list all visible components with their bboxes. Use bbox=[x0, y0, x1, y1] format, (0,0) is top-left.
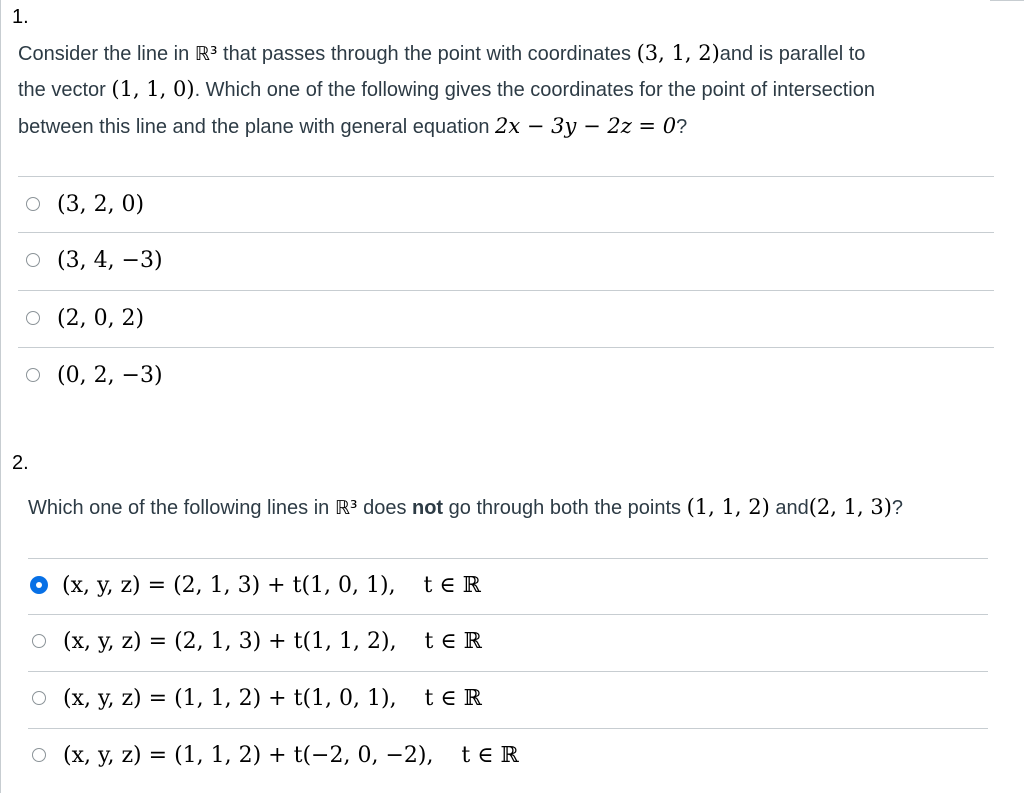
option-label: (3, 2, 0) bbox=[57, 191, 145, 217]
q1-text: the vector bbox=[18, 79, 112, 101]
option-label: (x, y, z) = (2, 1, 3) + t(1, 0, 1), t ∈ ℝ bbox=[62, 572, 481, 598]
option-label: (x, y, z) = (1, 1, 2) + t(−2, 0, −2), t ∈ ℝ bbox=[63, 742, 519, 768]
q2-option-2[interactable] bbox=[32, 621, 482, 661]
q1-text: Consider the line in bbox=[18, 43, 195, 65]
radio-button[interactable] bbox=[26, 253, 40, 267]
q2-text: go through both the points bbox=[443, 497, 687, 519]
q1-text: between this line and the plane with general equation bbox=[18, 116, 496, 138]
q1-option-2[interactable] bbox=[26, 240, 163, 280]
q1-text: . Which one of the following gives the coordinates for the point of intersection bbox=[194, 79, 875, 101]
radio-button[interactable] bbox=[32, 634, 46, 648]
option-label: (0, 2, −3) bbox=[57, 362, 163, 388]
divider bbox=[28, 614, 988, 615]
q2-text: Which one of the following lines in bbox=[28, 497, 335, 519]
q2-option-4[interactable] bbox=[32, 735, 519, 775]
q2-option-3[interactable] bbox=[32, 678, 482, 718]
radio-button[interactable] bbox=[26, 197, 40, 211]
question-2-text bbox=[28, 489, 903, 526]
q1-text: ? bbox=[676, 116, 688, 138]
option-label: (x, y, z) = (2, 1, 3) + t(1, 1, 2), t ∈ ℝ bbox=[63, 628, 482, 654]
q1-point: (3, 1, 2) bbox=[636, 41, 720, 65]
radio-button-selected[interactable] bbox=[30, 576, 48, 594]
divider bbox=[18, 232, 994, 233]
q2-option-1[interactable] bbox=[30, 565, 481, 605]
divider bbox=[28, 671, 988, 672]
divider bbox=[28, 728, 988, 729]
q1-r3: ℝ³ bbox=[194, 43, 218, 65]
q2-text: ? bbox=[891, 497, 904, 519]
question-2-number: 2. bbox=[12, 452, 29, 474]
question-1-line-2 bbox=[18, 71, 875, 108]
radio-button[interactable] bbox=[32, 691, 46, 705]
option-label: (2, 0, 2) bbox=[57, 305, 145, 331]
question-1-number: 1. bbox=[12, 6, 29, 28]
left-border bbox=[0, 0, 1, 793]
option-label: (x, y, z) = (1, 1, 2) + t(1, 0, 1), t ∈ ℝ bbox=[63, 685, 482, 711]
q1-plane-equation: 2x − 3y − 2z = 0 bbox=[495, 114, 677, 138]
q2-r3: ℝ³ bbox=[334, 497, 358, 519]
radio-button[interactable] bbox=[26, 368, 40, 382]
q2-point-1: (1, 1, 2) bbox=[686, 495, 770, 519]
q1-option-1[interactable] bbox=[26, 184, 144, 224]
question-1-line-3 bbox=[18, 108, 687, 145]
divider bbox=[28, 558, 988, 559]
q2-text: does bbox=[357, 497, 412, 519]
q1-option-4[interactable] bbox=[26, 355, 163, 395]
radio-button[interactable] bbox=[26, 311, 40, 325]
divider bbox=[18, 347, 994, 348]
option-label: (3, 4, −3) bbox=[57, 247, 163, 273]
q1-option-3[interactable] bbox=[26, 298, 144, 338]
q1-text: and is parallel to bbox=[719, 43, 866, 65]
q1-vector: (1, 1, 0) bbox=[111, 77, 195, 101]
q1-text: that passes through the point with coordinates bbox=[217, 43, 637, 65]
divider bbox=[18, 290, 994, 291]
radio-button[interactable] bbox=[32, 748, 46, 762]
q2-point-2: (2, 1, 3) bbox=[808, 495, 892, 519]
q2-text: and bbox=[769, 497, 809, 519]
question-1-line-1 bbox=[18, 35, 865, 72]
top-right-border bbox=[990, 0, 1024, 1]
q2-emphasis: not bbox=[412, 497, 444, 519]
divider bbox=[18, 176, 994, 177]
